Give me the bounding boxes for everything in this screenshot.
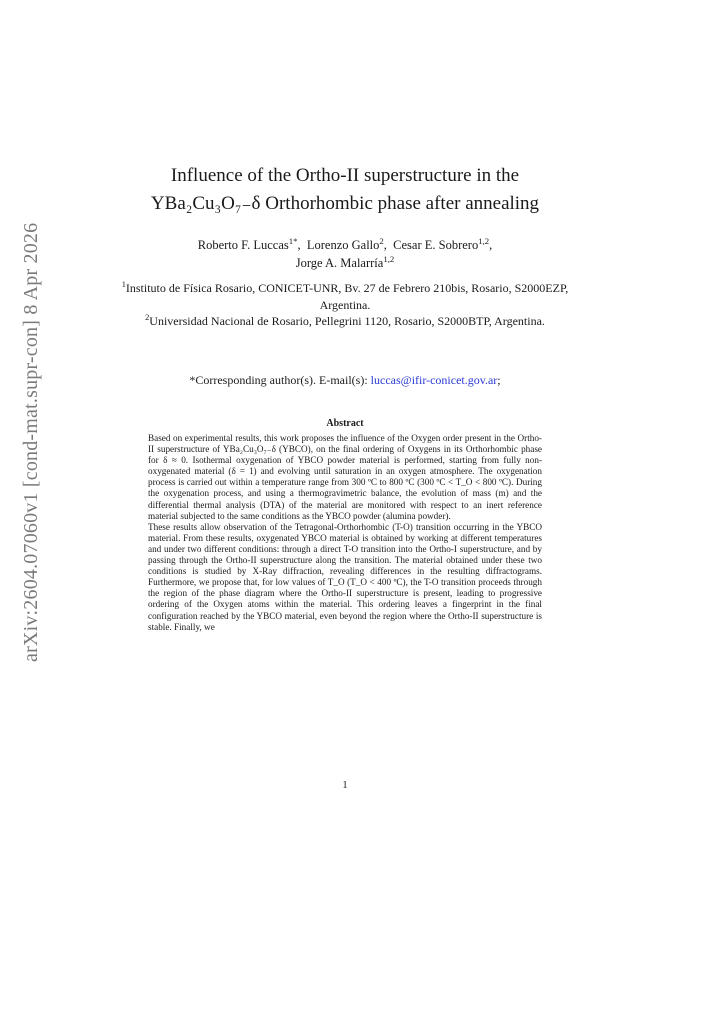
corresponding-label: *Corresponding author(s). E-mail(s): <box>189 373 371 387</box>
title-compound: YBa₂Cu₃O₇₋δ <box>150 193 261 214</box>
corresponding-author <box>120 372 570 388</box>
abstract-paragraph-2: These results allow observation of the Tetragonal-Orthorhombic (T-O) transition occurring in the YBCO material. From these results, oxygenated YBCO material is obtained by working at different temperatures and under two different conditions: through a direct T-O transition into the Ortho-I superstructure, and by passing through the Ortho-II superstructure along the transition. The material obtained under these two conditions is studied by X-Ray diffraction, revealing differences in the resulting diffractograms. Furthermore, we propose that, for low values of T_O (T_O < 400 ºC), the T-O transition proceeds through the region of the phase diagram where the Ortho-II superstructure is present, leading to progressive ordering of the Oxygen atoms within the material. This ordering leaves a fingerprint in the final configuration reached by the YBCO material, even beyond the region where the Ortho-II superstructure is stable. Finally, we <box>148 521 542 632</box>
affiliation-2 <box>120 313 570 330</box>
abstract-paragraph-1: Based on experimental results, this work proposes the influence of the Oxygen order present in the Ortho-II superstructure of YBa₂Cu₃O₇₋δ (YBCO), on the final ordering of Oxygens in its Orthorhombic phase for δ ≈ 0. Isothermal oxygenation of YBCO powder material is performed, starting from fully non-oxygenated material (δ = 1) and evolving until saturation in an oxygen atmosphere. The oxygenation process is carried out within a temperature range from 300 ºC to 800 ºC (300 ºC < T_O < 800 ºC). During the oxygenation process, and using a thermogravimetric balance, the evolution of mass (m) and the differential thermal analysis (DTA) of the material are monitored with respect to an inert reference material subjected to the same conditions as the YBCO powder (alumina powder). <box>148 433 542 521</box>
email-link[interactable]: luccas@ifir-conicet.gov.ar <box>370 373 498 387</box>
author-3-aff: 1,2 <box>478 235 490 246</box>
abstract-heading: Abstract <box>326 418 364 429</box>
author-4-aff: 1,2 <box>383 253 395 264</box>
page-number: 1 <box>342 780 348 791</box>
author-1-aff: 1* <box>288 235 298 246</box>
title-line-2-text: Orthorhombic phase after annealing <box>260 193 540 214</box>
author-1: Roberto F. Luccas <box>197 238 289 252</box>
author-line-2 <box>120 254 570 272</box>
author-3: Cesar E. Sobrero <box>393 238 479 252</box>
affiliation-1-number: 1 <box>121 280 126 289</box>
author-2: Lorenzo Gallo <box>306 238 380 252</box>
affiliation-1-text: Instituto de Física Rosario, CONICET-UNR, Bv. 27 de Febrero 210bis, Rosario, S2000EZP, Argentina. <box>125 281 569 312</box>
author-2-aff: 2 <box>379 235 384 246</box>
affiliation-1 <box>120 280 570 313</box>
author-list <box>120 236 570 272</box>
affiliation-2-number: 2 <box>145 313 150 322</box>
author-line-1: Roberto F. Luccas$^{1*}$, Lorenzo Gallo$^2$, Cesar E. Sobrero$^{1,2}$, <box>197 235 493 252</box>
corresponding-trail: ; <box>497 373 501 387</box>
affiliations <box>120 280 570 330</box>
affiliation-2-text: Universidad Nacional de Rosario, Pellegrini 1120, Rosario, S2000BTP, Argentina. <box>149 314 545 328</box>
paper-title <box>120 162 570 218</box>
author-4: Jorge A. Malarría <box>295 256 384 270</box>
abstract-body <box>148 433 542 633</box>
title-line-1: Influence of the Ortho-II superstructure in the <box>170 165 520 186</box>
title-line-2 <box>120 190 570 218</box>
arxiv-identifier: arXiv:2604.07060v1 [cond-mat.supr-con] 8 Apr 2026 <box>20 222 42 662</box>
